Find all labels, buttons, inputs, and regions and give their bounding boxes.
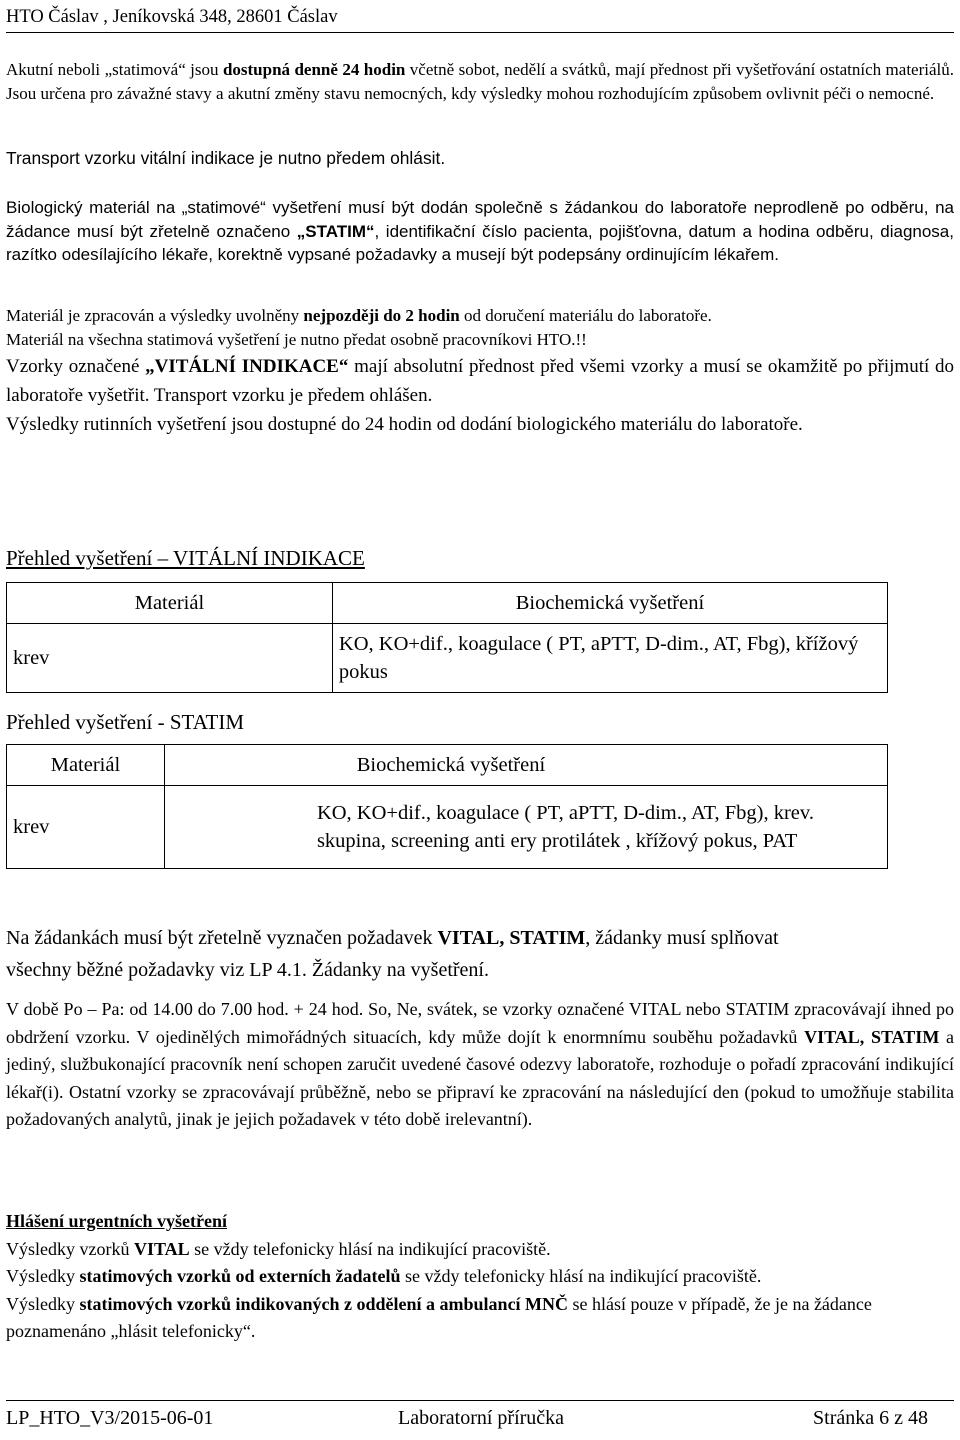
vital-section-title: Přehled vyšetření – VITÁLNÍ INDIKACE [6, 546, 365, 570]
urgent-l2-text-2: se vždy telefonicky hlásí na indikující pracoviště. [400, 1266, 762, 1286]
bio-text-2: , identifikační číslo pacienta, pojišťovna, datum a hodina odběru, diagnosa, razítko odesílajícího lékaře, korektně vypsané požadavky a musejí být podepsány ordinujícím lékařem. [6, 221, 954, 264]
page-footer [6, 1400, 954, 1435]
urgent-l3-bold: statimových vzorků indikovaných z oddělení a ambulancí MNČ [79, 1293, 569, 1314]
page-header: HTO Čáslav , Jeníkovská 348, 28601 Čáslav [6, 2, 954, 33]
vital-table [6, 582, 888, 693]
urgent-l1-bold: VITAL [133, 1238, 190, 1259]
processing-text-1: Materiál je zpracován a výsledky uvolněny [6, 306, 304, 325]
bio-text-1: Biologický materiál na „statimové“ vyšetření musí být dodán společně s žádankou do laboratoře neprodleně po odběru, na žádance musí být zřetelně označeno [6, 198, 954, 241]
intro-paragraph [6, 58, 954, 105]
bio-material-paragraph [6, 196, 954, 267]
urgent-section [6, 1208, 954, 1346]
vital-table-header-row [7, 583, 888, 624]
request-paragraph [6, 924, 954, 985]
material-processing-line [6, 304, 954, 328]
footer-doc-id: LP_HTO_V3/2015-06-01 [6, 1407, 214, 1429]
vital-row-material: krev [7, 624, 333, 693]
urgent-l2-bold: statimových vzorků od externích žadatelů [79, 1266, 401, 1286]
schedule-text-2: a jediný, službukonající pracovník není schopen zaručit uvedené časové odezvy laboratoře, rozhoduje o pořadí zpracování indikující lékař(i). Ostatní vzorky se zpracovávají průběžně, nebo se připraví ke zpracování na následující den (pokud to umožňuje stabilita požadovaných analytů, jinak je jejich požadavek v této době irelevantní). [6, 1026, 954, 1129]
intro-text-2: včetně sobot, nedělí a svátků, mají přednost při vyšetřování ostatních materiálů. Jsou určena pro závažné stavy a akutní změny stavu nemocných, kdy výsledky mohou rozhodujícím způsobem ovlivnit péči o nemocné. [6, 60, 954, 103]
statim-row-material: krev [7, 786, 165, 869]
urgent-l2-text-1: Výsledky [6, 1266, 80, 1286]
intro-bold-availability: dostupná denně 24 hodin [222, 60, 406, 79]
document-page [6, 0, 954, 1440]
table-row [7, 624, 888, 693]
urgent-line-3 [6, 1291, 954, 1346]
bio-material-section [6, 196, 954, 267]
table-row [7, 786, 888, 869]
vital-text-2: mají absolutní přednost před všemi vzorky a musí se okamžitě po přijmutí do laboratoře vyšetřit. Transport vzorku je předem ohlášen. [6, 356, 955, 406]
urgent-title [6, 1208, 954, 1236]
urgent-l3-text-1: Výsledky [6, 1293, 80, 1314]
statim-section-title: Přehled vyšetření - STATIM [6, 710, 245, 734]
vital-col-bio: Biochemická vyšetření [332, 583, 887, 624]
vital-row-tests: KO, KO+dif., koagulace ( PT, aPTT, D-dim., AT, Fbg), křížový pokus [332, 624, 887, 693]
request-bold-vital-statim: VITAL, STATIM [437, 927, 586, 949]
schedule-paragraph [6, 996, 954, 1134]
statim-col-material: Materiál [7, 745, 165, 786]
intro-text-1: Akutní neboli „statimová“ jsou [6, 60, 223, 79]
vital-col-material: Materiál [7, 583, 333, 624]
intro-section [6, 58, 954, 105]
vital-text-1: Vzorky označené [6, 356, 146, 377]
urgent-line-2 [6, 1263, 954, 1291]
schedule-bold-vital-statim: VITAL, STATIM [804, 1026, 940, 1047]
request-text-1: Na žádankách musí být zřetelně vyznačen požadavek [6, 927, 438, 949]
processing-text-2: od doručení materiálu do laboratoře. [459, 306, 712, 325]
bio-bold-statim: „STATIM“ [296, 221, 375, 241]
urgent-l1-text-1: Výsledky vzorků [6, 1238, 134, 1259]
footer-doc-name: Laboratorní příručka [398, 1407, 565, 1429]
statim-col-bio: Biochemická vyšetření [164, 745, 887, 786]
urgent-line-1 [6, 1236, 954, 1264]
footer-page-number: Stránka 6 z 48 [813, 1407, 928, 1429]
statim-table [6, 744, 888, 869]
request-text-2: , žádanky musí splňovat [585, 927, 779, 949]
statim-table-header-row [7, 745, 888, 786]
processing-bold-deadline: nejpozději do 2 hodin [303, 306, 460, 325]
schedule-text-1: V době Po – Pa: od 14.00 do 7.00 hod. + 24 hod. So, Ne, svátek, se vzorky označené VITAL nebo STATIM zpracovávají ihned po obdržení vzorku. V ojedinělých mimořádných situacích, kdy může dojít k enormnímu souběhu požadavků [6, 999, 954, 1047]
urgent-title-text: Hlášení urgentních vyšetření [6, 1211, 227, 1231]
urgent-l1-text-2: se vždy telefonicky hlásí na indikující pracoviště. [189, 1238, 551, 1259]
request-line-2: všechny běžné požadavky viz LP 4.1. Žádanky na vyšetření. [6, 958, 489, 981]
routine-results-paragraph: Výsledky rutinních vyšetření jsou dostupné do 24 hodin od dodání biologického materiálu do laboratoře. [6, 414, 803, 435]
urgent-l3-text-2: se hlásí pouze v případě, že je na žádance poznamenáno „hlásit telefonicky“. [6, 1293, 872, 1341]
vital-bold-label: „VITÁLNÍ INDIKACE“ [145, 356, 349, 377]
statim-row-tests: KO, KO+dif., koagulace ( PT, aPTT, D-dim., AT, Fbg), krev. skupina, screening anti ery protilátek , křížový pokus, PAT [164, 786, 887, 869]
transport-notice: Transport vzorku vitální indikace je nutno předem ohlásit. [6, 148, 446, 168]
handover-line: Materiál na všechna statimová vyšetření je nutno předat osobně pracovníkovi HTO.!! [6, 330, 587, 349]
vital-paragraph [6, 352, 954, 410]
